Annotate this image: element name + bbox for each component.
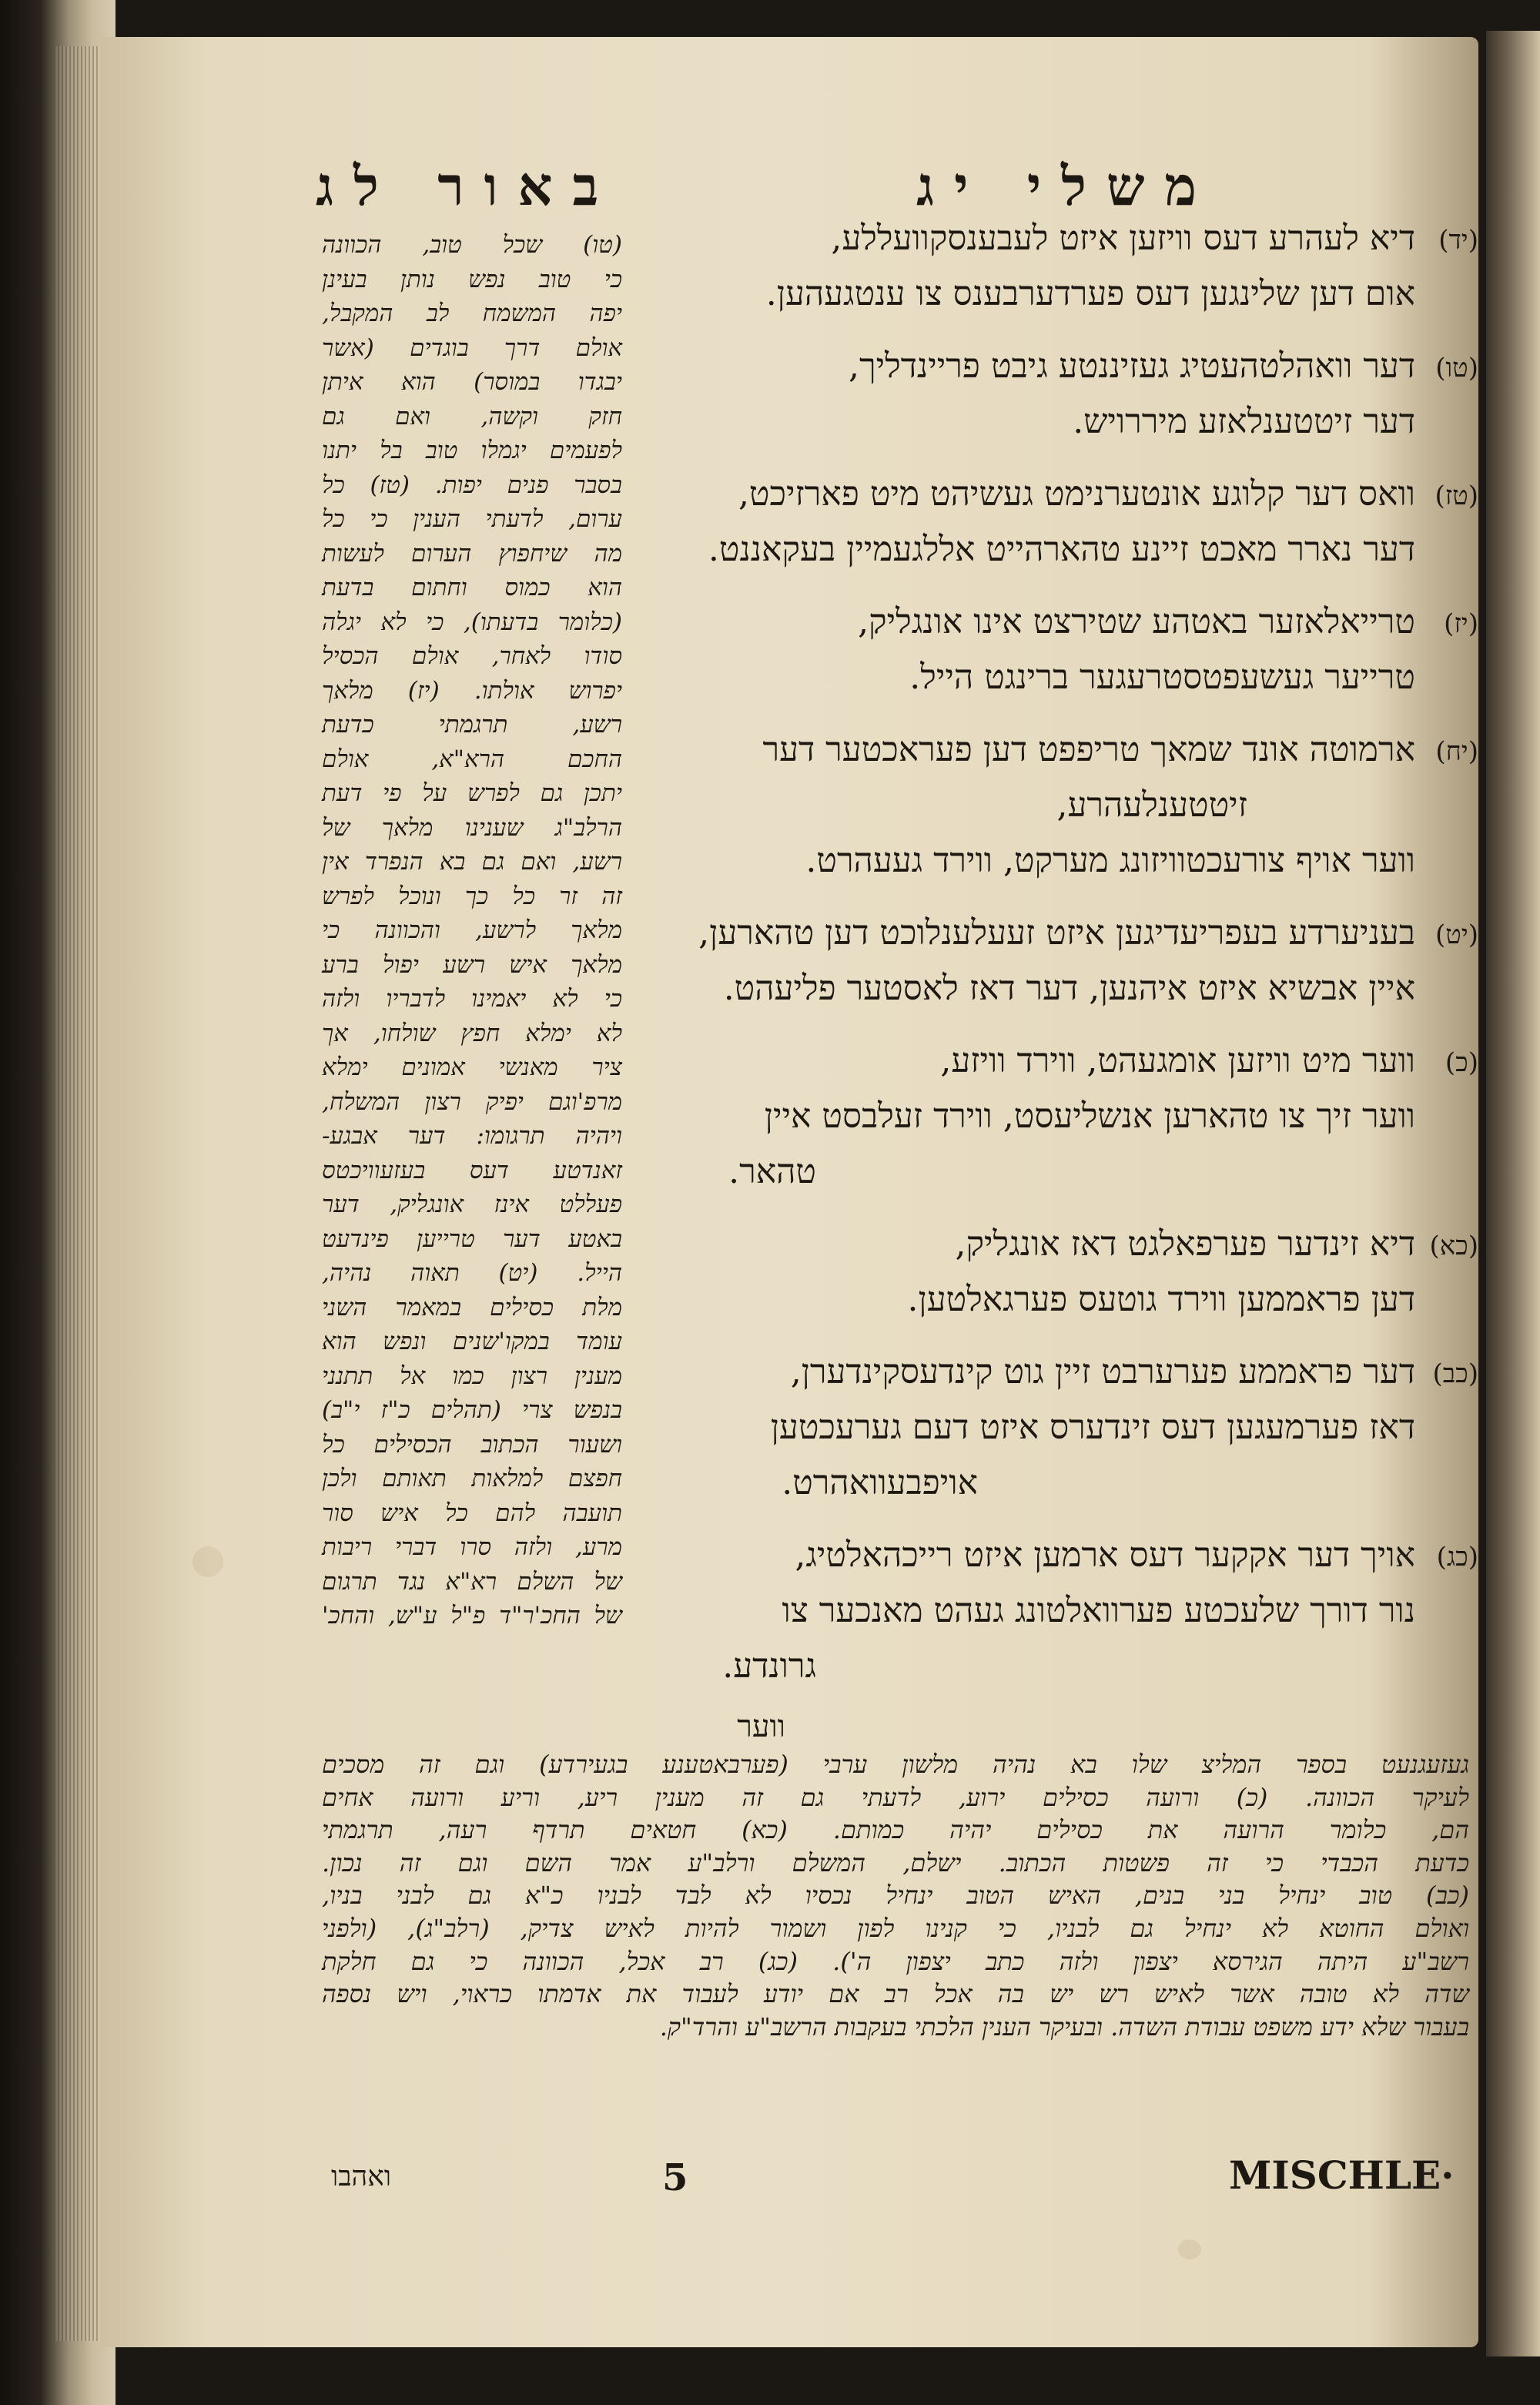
verse-line: דען פראממען ווירד גוטעס פערגאלטען. [907, 1280, 1415, 1319]
verse-line: דיא לעהרע דעס וויזען איזט לעבענסקוועללע, [831, 219, 1415, 258]
commentary-line: בסבר פנים יפות. (טז) כל [322, 471, 622, 499]
verse [647, 727, 1478, 884]
commentary-line: מלת כסילים במאמר השני [322, 1293, 622, 1321]
verse-line: דער זיטטענלאזע מיררויש. [1073, 402, 1415, 441]
note-line: (כב) טוב ינחיל בני בנים, האיש הטוב ינחיל נכסיו לא לבד לבניו כ"א גם לבני בניו, [322, 1881, 1469, 1911]
commentary-line: מה שיחפוץ הערום לעשות [322, 539, 622, 568]
verse [647, 599, 1478, 701]
commentary-line: מלאך לרשע, והכוונה כי [322, 916, 622, 944]
verse-line: וואס דער קלוגע אונטערנימט געשיהט מיט פארזיכט, [738, 474, 1415, 514]
verse-number: (יט) [1435, 919, 1478, 950]
verse-number: (יד) [1438, 225, 1478, 256]
verse-number: (כב) [1432, 1358, 1478, 1389]
commentary-line: של החכ'ר"ד פ"ל ע"ש, והחכ' [322, 1602, 622, 1630]
commentary-line: כי לא יאמינו לדבריו ולזה [322, 985, 622, 1013]
verse-line: טרייאלאזער באטהע שטירצט אינו אונגליק, [858, 602, 1415, 641]
commentary-line: (טו) שכל טוב, הכוונה [322, 231, 622, 259]
verse-line: דער פראממע פערערבט זיין גוט קינדעסקינדערן, [790, 1352, 1415, 1392]
facing-page-edge [1486, 31, 1540, 2356]
verse-line: דאז פערמעגען דעס זינדערס איזט דעם גערעכטען [770, 1408, 1415, 1447]
commentary-line: ערום, לדעתי הענין כי כל [322, 505, 622, 533]
verse-number: (טז) [1435, 481, 1478, 511]
commentary-column [322, 228, 622, 1633]
verse [647, 343, 1478, 445]
verse-number: (כג) [1436, 1542, 1478, 1573]
commentary-line: לפעמים יגמלו טוב בל יתנו [322, 437, 622, 464]
paper-stain [1178, 2239, 1201, 2259]
commentary-line: הייל. (יט) תאוה נהיה, [322, 1259, 622, 1287]
note-line: כדעת הכבדי כי זה פשטות הכתוב. ישלם, המשלם ורלב"ע אמר השם וגם זה נכון. [322, 1847, 1469, 1877]
verse-number: (יז) [1444, 608, 1478, 639]
book-signature: MISCHLE· [1229, 2152, 1455, 2198]
verse-line: אויפבעוואהרט. [782, 1463, 978, 1502]
note-line: לעיקר הכוונה. (כ) ורועה כסילים ירוע, לדעתי גם זה מענין ריע, וריע ורועה אחים [322, 1782, 1469, 1812]
note-line: בעבור שלא ידע משפט עבודת השדה. ובעיקר הענין הלכתי בעקבות הרשב"ע והרד"ק. [659, 2011, 1469, 2042]
verse-line: דער וואהלטהעטיג געזיננטע גיבט פריינדליך, [849, 347, 1415, 386]
verse-line: דיא זינדער פערפאלגט דאז אונגליק, [955, 1224, 1415, 1264]
commentary-line: ושעור הכתוב הכסילים כל [322, 1430, 622, 1459]
commentary-line: הוא כמוס וחתום בדעת [322, 574, 622, 601]
commentary-line: זאנדטע דעס בעזעוויכטס [322, 1156, 622, 1184]
verse-line: גרונדע. [722, 1646, 816, 1686]
commentary-line: לא ימלא חפץ שולחו, אך [322, 1019, 622, 1047]
commentary-line: מענין רצון כמו אל תתנני [322, 1362, 622, 1390]
verse-number: (כ) [1445, 1047, 1478, 1078]
note-line: שדה לא טובה אשר לאיש רש יש בה אכל רב אם יודע לעבוד את אדמתו כראוי, ויש נספה [322, 1979, 1469, 2009]
note-line: געזעגנעט בספר המליצ שלו בא נהיה מלשון ערבי (פערבאטענע בגעירדע) וגם זה מסכים [322, 1750, 1469, 1779]
verse-line: בעניערדע בעפריעדיגען איזט זעעלענלוכט דען טהארען, [698, 913, 1415, 953]
commentary-line: רשע, ואם גם בא הנפרד אין [322, 848, 622, 876]
verse-number: (יח) [1435, 736, 1478, 767]
commentary-line: חזק וקשה, ואם גם [322, 402, 622, 430]
verse-line: זיטטענלעהרע, [1056, 785, 1247, 825]
commentary-notes [322, 1748, 1469, 2043]
note-line: הם, כלומר הרועה את כסילים יהיה כמותם. (כא) חטאים תרדף רעה, תרגמתי [322, 1815, 1469, 1845]
commentary-line: מרפ'וגם יפיק רצון המשלח, [322, 1087, 622, 1116]
verse-line: איין אבשיא איזט איהנען, דער דאז לאסטער פליעהט. [723, 969, 1415, 1008]
commentary-line: באטע דער טרייען פינדעט [322, 1224, 622, 1253]
commentary-line: רשע, תרגמתי כדעת [322, 711, 622, 739]
verse [647, 1221, 1478, 1323]
verse-line: ווער אויף צורעכטוויזונג מערקט, ווירד געעהרט. [805, 841, 1415, 880]
commentary-line: (כלומר בדעתו), כי לא יגלה [322, 608, 622, 636]
note-line: ואולם החוטא לא ינחיל גם לבניו, כי קנינו לפון ושמור להיות לאיש צדיק, (רלב"ג), (ולפני [322, 1913, 1470, 1943]
verse-line: ארמוטה אונד שמאך טריפפט דען פעראכטער דער [762, 730, 1415, 769]
commentary-line: כי טוב נפש נותן בעינן [322, 265, 622, 293]
commentary-line: תועבה להם כל איש סור [322, 1499, 622, 1527]
commentary-line: ויהיה תרגומו: דער אבגע- [322, 1122, 622, 1150]
verse-number: (כא) [1429, 1231, 1478, 1261]
page-number: 5 [662, 2156, 688, 2199]
translation-column [647, 216, 1478, 1750]
commentary-line: יפרוש אולתו. (יז) מלאך [322, 676, 622, 705]
verse [647, 471, 1478, 573]
running-header-mishlei: משלי יג [916, 154, 1217, 218]
commentary-line: מלאך איש רשע יפול ברע [322, 950, 622, 979]
verse-line: טרייער געשעפטסטרעגער ברינגט הייל. [909, 658, 1415, 697]
note-line: רשב"ע היתה הגירסא יצפון ולזה כתב יצפון ה'). (כג) רב אכל, הכוונה כי גם חלקת [322, 1946, 1469, 1976]
commentary-line: אולם דרך בוגדים (אשר [322, 333, 622, 362]
commentary-line: פעללט אינז אונגליק, דער [322, 1191, 622, 1218]
commentary-line: הרלב"ג שענינו מלאך של [322, 813, 622, 842]
verse [647, 1038, 1478, 1195]
verse-line: אויך דער אקקער דעס ארמען איזט רייכהאלטיג, [795, 1536, 1415, 1575]
paper-stain [192, 1546, 223, 1577]
commentary-line: עומד במקו'שנים ונפש הוא [322, 1328, 622, 1355]
commentary-line: יפה המשמח לב המקבל, [322, 300, 622, 327]
commentary-line: סודו לאחר, אולם הכסיל [322, 642, 622, 670]
commentary-line: של השלם רא"א נגד תרגום [322, 1567, 622, 1596]
verse-line: נור דורך שלעכטע פערוואלטונג געהט מאנכער צו [782, 1591, 1415, 1630]
verse-line: ווער מיט וויזען אומגעהט, ווירד וויזע, [940, 1041, 1415, 1080]
verse [647, 1349, 1478, 1506]
verse [647, 910, 1478, 1012]
commentary-line: זה זר כל כך ונוכל לפרש [322, 882, 622, 910]
commentary-line: החכם הרא"א, אולם [322, 745, 622, 773]
verse-number: (טו) [1435, 353, 1478, 384]
commentary-line: חפצם למלאות תאותם ולכן [322, 1465, 622, 1492]
verse [647, 1532, 1478, 1690]
verse-line: ווער זיך צו טהארען אנשליעסט, ווירד זעלבסט איין [764, 1097, 1415, 1136]
verse-line: דער נארר מאכט זיינע טהארהייט אללגעמיין בעקאננט. [708, 530, 1415, 569]
commentary-line: ציר מאנשי אמונים ימלא [322, 1053, 622, 1081]
commentary-line: יבגדו במוסר) הוא איתן [322, 368, 622, 396]
commentary-line: מרע, ולזה סרו דברי ריבות [322, 1533, 622, 1561]
commentary-line: יתכן גם לפרש על פי דעת [322, 779, 622, 807]
catchword-left: ואהבו [331, 2161, 392, 2192]
verse [647, 216, 1478, 317]
running-header-commentary: באור לג [316, 154, 619, 218]
verse-line: טהאר. [728, 1152, 816, 1191]
verse-line: אום דען שלינגען דעס פערדערבענס צו ענטגעהען. [765, 274, 1415, 313]
catchword-right: ווער [737, 1709, 785, 1744]
commentary-line: בנפש צרי (תהלים כ"ז י"ב) [322, 1396, 622, 1424]
